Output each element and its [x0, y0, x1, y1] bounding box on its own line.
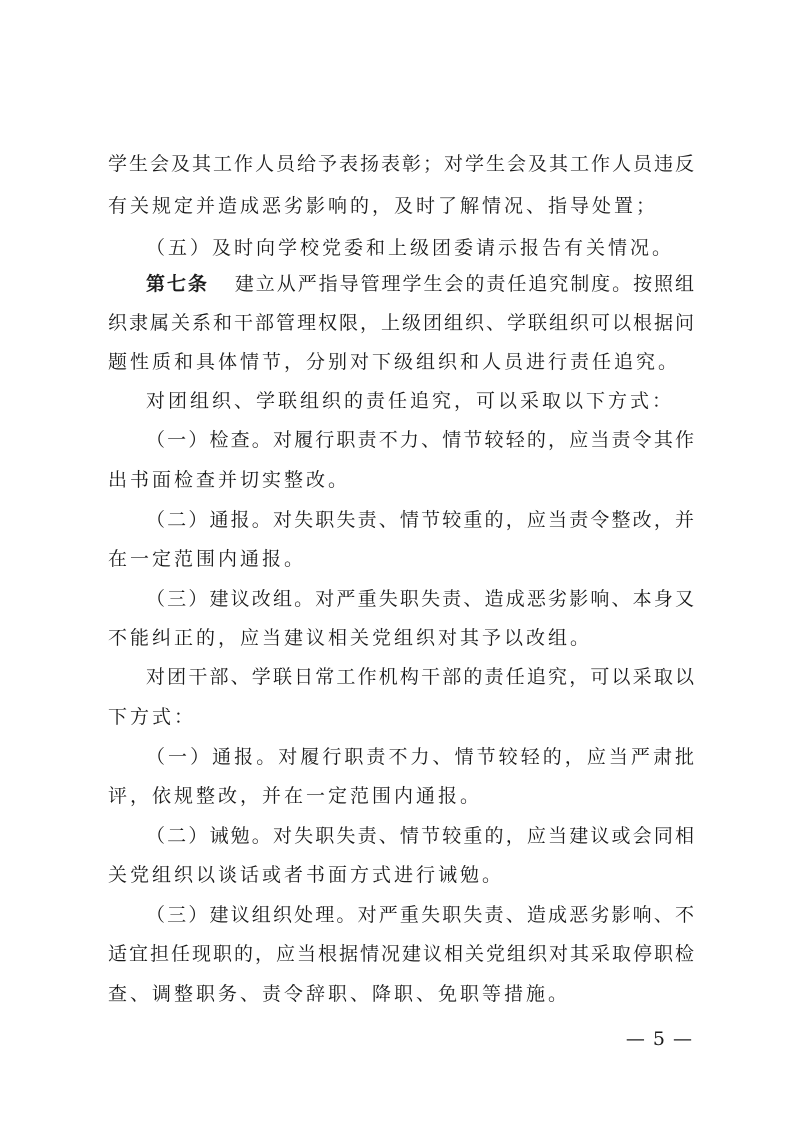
text-line: 评，依规整改，并在一定范围内通报。	[108, 785, 483, 807]
text-line: 出书面检查并切实整改。	[108, 469, 351, 491]
text-line: 适宜担任现职的，应当根据情况建议相关党组织对其采取停职检	[108, 943, 694, 965]
text-line: 在一定范围内通报。	[108, 548, 307, 570]
text-line: 查、调整职务、责令辞职、降职、免职等措施。	[108, 983, 571, 1005]
page-number: — 5 —	[625, 1028, 693, 1050]
text-line: 对团干部、学联日常工作机构干部的责任追究，可以采取以	[146, 666, 694, 688]
text-line: （二）通报。对失职失责、情节较重的，应当责令整改，并	[146, 509, 694, 531]
text-line: 学生会及其工作人员给予表扬表彰；对学生会及其工作人员违反	[108, 153, 694, 175]
text-line: （一）检查。对履行职责不力、情节较轻的，应当责令其作	[146, 429, 694, 451]
text-line: 不能纠正的，应当建议相关党组织对其予以改组。	[108, 627, 593, 649]
text-line: 对团组织、学联组织的责任追究，可以采取以下方式：	[146, 390, 675, 412]
text-line: 织隶属关系和干部管理权限，上级团组织、学联组织可以根据问	[108, 312, 694, 334]
text-line: （三）建议改组。对严重失职失责、造成恶劣影响、本身又	[146, 588, 694, 610]
article-seven-first-line	[146, 265, 694, 303]
text-line: 有关规定并造成恶劣影响的，及时了解情况、指导处置；	[108, 195, 659, 217]
text-line: 建立从严指导管理学生会的责任追究制度。按照组	[232, 273, 694, 295]
text-line: 关党组织以谈话或者书面方式进行诫勉。	[108, 864, 505, 886]
text-line: 下方式：	[108, 706, 197, 728]
article-heading: 第七条	[146, 273, 209, 295]
text-line: （三）建议组织处理。对严重失职失责、造成恶劣影响、不	[146, 904, 694, 926]
text-line: 题性质和具体情节，分别对下级组织和人员进行责任追究。	[108, 351, 681, 373]
text-line: （五）及时向学校党委和上级团委请示报告有关情况。	[146, 237, 675, 259]
text-line: （二）诫勉。对失职失责、情节较重的，应当建议或会同相	[146, 825, 694, 847]
text-line: （一）通报。对履行职责不力、情节较轻的，应当严肃批	[146, 746, 694, 768]
